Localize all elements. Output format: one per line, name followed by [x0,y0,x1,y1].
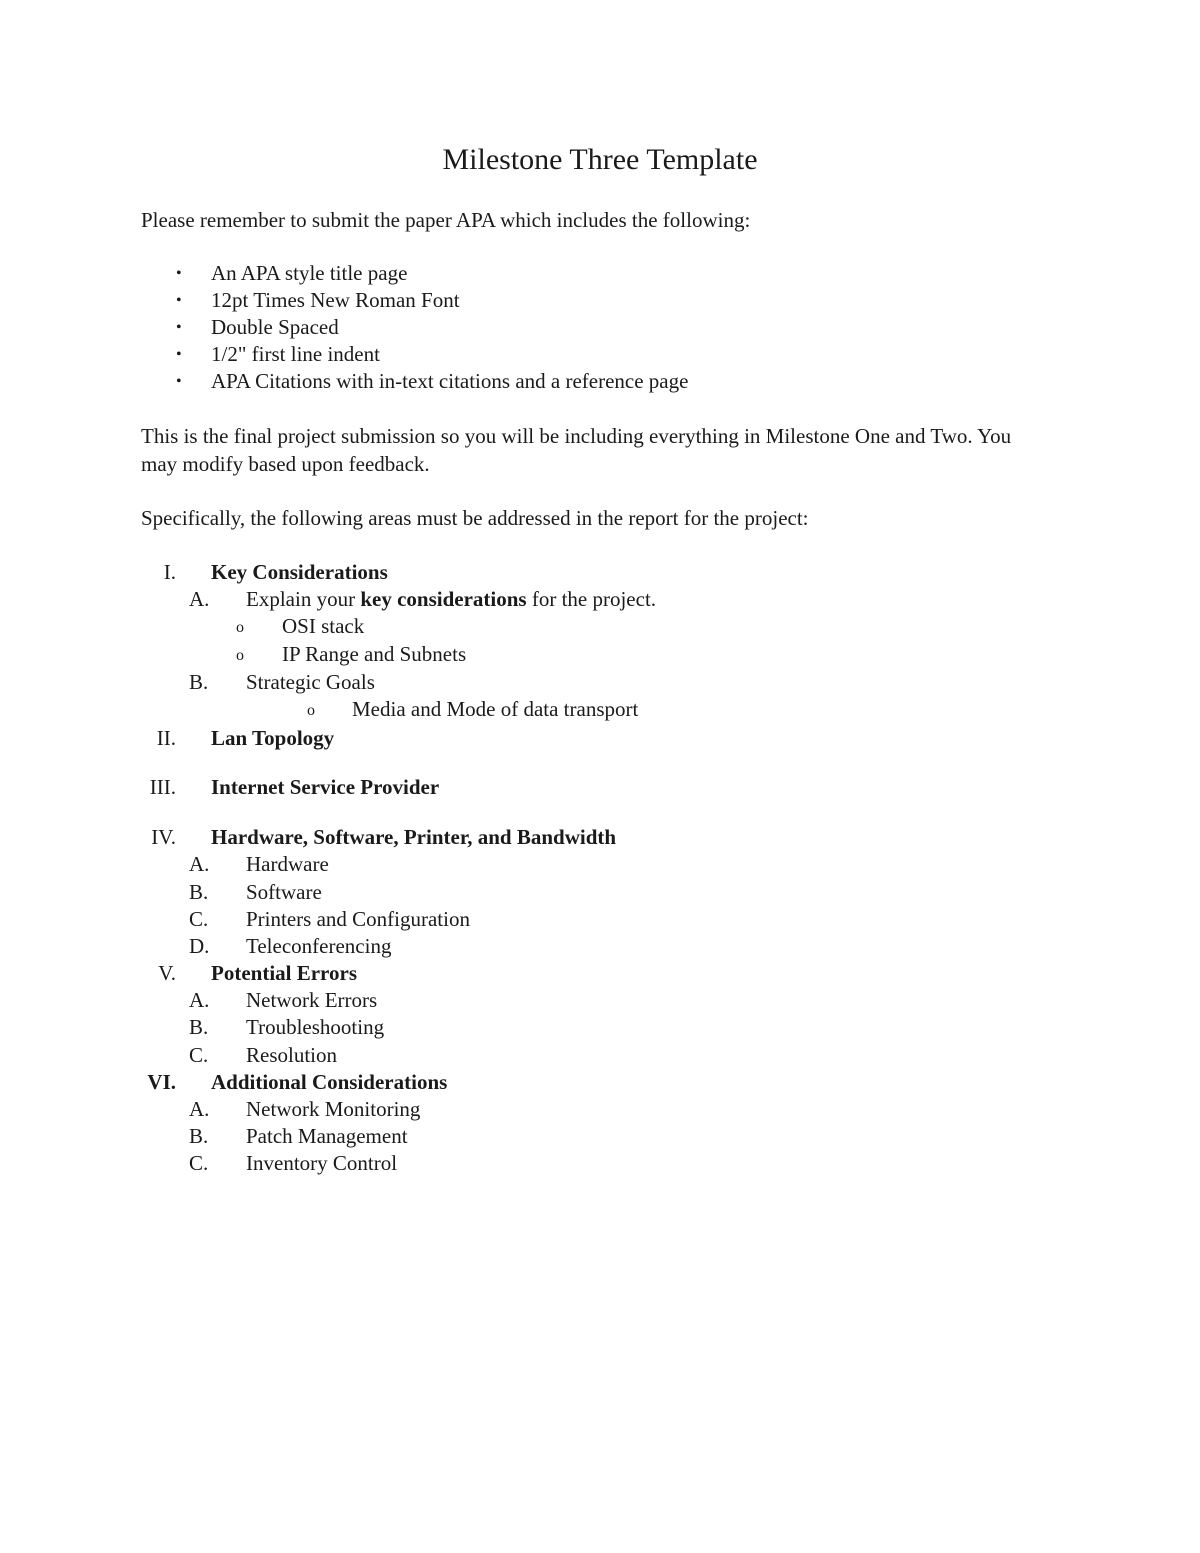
list-item: APA Citations with in-text citations and a reference page [211,369,689,393]
sub-item: Teleconferencing [246,934,392,958]
sub-letter: D. [189,934,210,958]
bullet-icon: • [176,373,182,390]
sub-item: Resolution [246,1043,338,1067]
sub-letter: C. [189,907,209,931]
section-number: IV. [151,825,176,849]
sub-item-text: Explain your [246,587,361,611]
sub-letter: A. [189,988,210,1012]
sub-letter: B. [189,670,209,694]
sub-item: Printers and Configuration [246,907,470,931]
sub-item: Hardware [246,852,329,876]
sub-item-bold-text: key considerations [360,587,527,611]
sub-item: Network Errors [246,988,378,1012]
sub-letter: C. [189,1151,209,1175]
list-item: An APA style title page [211,261,408,285]
sub-item: Strategic Goals [246,670,375,694]
sub-letter: A. [189,587,210,611]
bullet-icon: • [176,292,182,309]
section-title: Potential Errors [211,961,357,985]
section-number: V. [158,961,176,985]
final-note-paragraph: This is the final project submission so you will be including everything in Milestone One and Two. You may modify based upon feedback. [141,424,1012,476]
sub-item: Network Monitoring [246,1097,421,1121]
sub-item: Software [246,880,322,904]
section-title: Additional Considerations [211,1070,448,1094]
list-item: Double Spaced [211,315,339,339]
sub-item: Troubleshooting [246,1015,385,1039]
circle-bullet-icon: o [236,647,244,664]
list-item: 12pt Times New Roman Font [211,288,460,312]
section-number: II. [156,726,176,750]
sub-item: Patch Management [246,1124,408,1148]
bullet-icon: • [176,265,182,282]
sub-letter: B. [189,1124,209,1148]
list-item: Media and Mode of data transport [352,697,639,721]
sub-item-text: for the project. [526,587,657,611]
section-title: Internet Service Provider [211,775,440,799]
section-number: I. [163,560,176,584]
sub-item: Inventory Control [246,1151,398,1175]
section-title: Lan Topology [211,726,335,750]
circle-bullet-icon: o [236,619,244,636]
section-title: Hardware, Software, Printer, and Bandwidth [211,825,617,849]
sub-letter: B. [189,880,209,904]
page-title: Milestone Three Template [442,143,758,176]
sub-letter: C. [189,1043,209,1067]
bullet-icon: • [176,346,182,363]
circle-bullet-icon: o [307,702,315,719]
bullet-icon: • [176,319,182,336]
section-title: Key Considerations [211,560,388,584]
list-item: IP Range and Subnets [282,642,467,666]
sub-letter: B. [189,1015,209,1039]
sub-item-key-considerations [246,586,656,613]
sub-letter: A. [189,852,210,876]
list-item: OSI stack [282,614,365,638]
section-number: VI. [147,1070,176,1094]
section-number: III. [149,775,176,799]
sub-letter: A. [189,1097,210,1121]
areas-intro-paragraph: Specifically, the following areas must be addressed in the report for the project: [141,506,809,530]
intro-paragraph: Please remember to submit the paper APA which includes the following: [141,208,751,232]
list-item: 1/2" first line indent [211,342,380,366]
